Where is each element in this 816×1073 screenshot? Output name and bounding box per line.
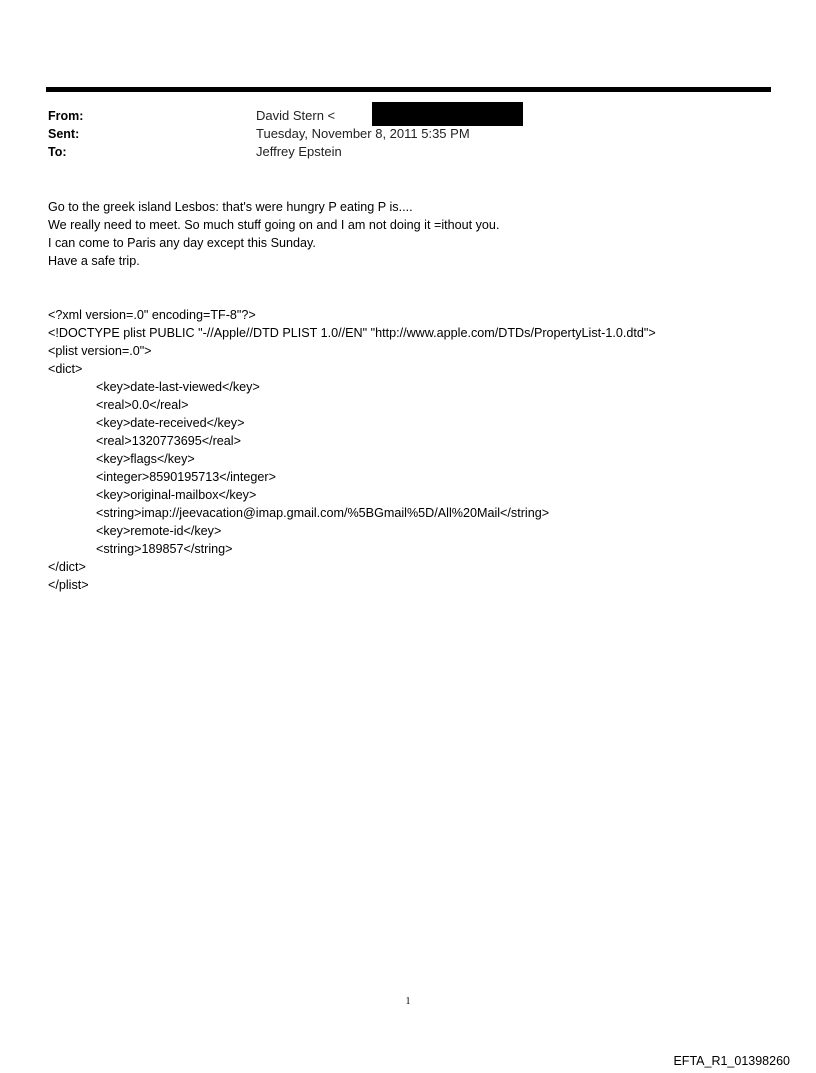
xml-declaration: <?xml version=.0" encoding=TF-8"?> [48,308,256,322]
header-rule [46,87,771,92]
doctype-line: <!DOCTYPE plist PUBLIC "-//Apple//DTD PLIST 1.0//EN" "http://www.apple.com/DTDs/PropertyList-1.0.dtd"> [48,326,656,340]
plist-entry: <real>0.0</real> [96,398,189,412]
plist-entry: <real>1320773695</real> [96,434,241,448]
dict-open-tag: <dict> [48,362,83,376]
plist-metadata [48,306,778,594]
plist-entry: <string>imap://jeevacation@imap.gmail.com/%5BGmail%5D/All%20Mail</string> [96,506,550,520]
message-line: Have a safe trip. [48,254,140,268]
plist-entry: <key>flags</key> [96,452,195,466]
plist-entry: <integer>8590195713</integer> [96,470,276,484]
plist-open-tag: <plist version=.0"> [48,344,152,358]
message-line: We really need to meet. So much stuff going on and I am not doing it =ithout you. [48,218,500,232]
page-number: 1 [405,996,411,1007]
message-line: Go to the greek island Lesbos: that's were hungry P eating P is.... [48,200,413,214]
sender-name: David Stern < [256,108,336,123]
message-body [48,198,768,270]
sent-value: Tuesday, November 8, 2011 5:35 PM [256,126,470,141]
message-line: I can come to Paris any day except this Sunday. [48,236,316,250]
sent-label: Sent: [48,127,80,141]
to-label: To: [48,145,67,159]
bates-number: EFTA_R1_01398260 [673,1054,790,1068]
plist-entry: <key>date-received</key> [96,416,245,430]
to-value: Jeffrey Epstein [256,144,342,159]
plist-entry: <key>remote-id</key> [96,524,222,538]
plist-entry: <key>date-last-viewed</key> [96,380,260,394]
from-row [48,107,748,125]
from-value [256,107,335,125]
plist-entry: <string>189857</string> [96,542,233,556]
dict-close-tag: </dict> [48,560,86,574]
email-header [48,107,748,161]
from-label: From: [48,109,84,123]
redaction-box [372,102,523,126]
to-row [48,143,748,161]
plist-close-tag: </plist> [48,578,89,592]
sent-row [48,125,748,143]
plist-entry: <key>original-mailbox</key> [96,488,257,502]
